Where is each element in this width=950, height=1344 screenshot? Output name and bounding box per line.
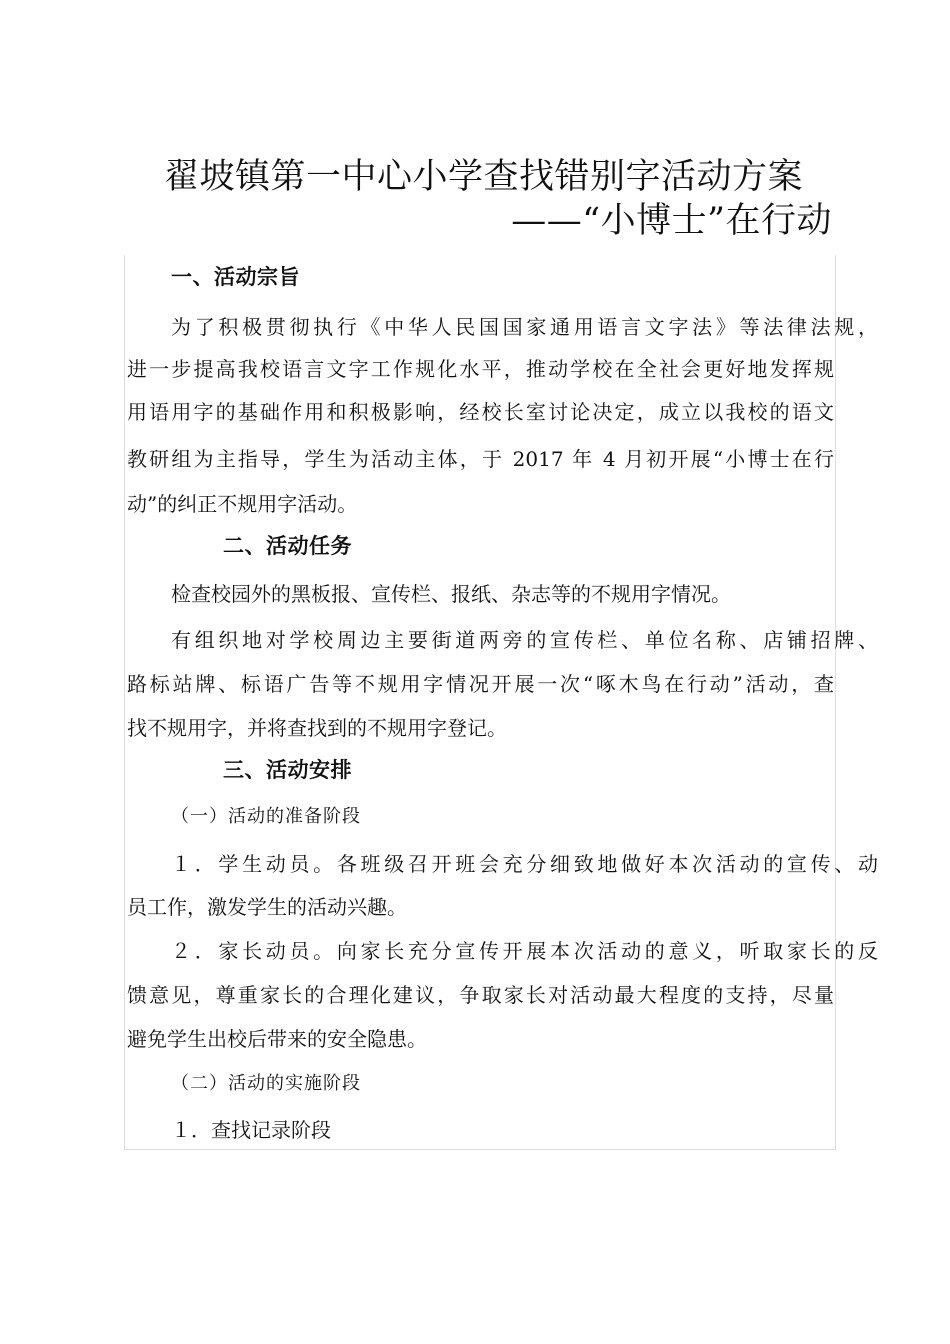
paragraph-line: １．学生动员。各班级召开班会充分细致地做好本次活动的宣传、动: [171, 852, 878, 876]
paragraph-line: 有组织地对学校周边主要街道两旁的宣传栏、单位名称、店铺招牌、: [171, 628, 878, 652]
paragraph-line: 教研组为主指导，学生为活动主体，于 2017 年 4 月初开展“小博士在行: [127, 447, 834, 471]
section-heading-arrangement: 三、活动安排: [223, 758, 352, 782]
section-heading-purpose: 一、活动宗旨: [171, 265, 300, 289]
paragraph-line: 进一步提高我校语言文字工作规化水平，推动学校在全社会更好地发挥规: [127, 357, 834, 381]
paragraph-line: 检查校园外的黑板报、宣传栏、报纸、杂志等的不规用字情况。: [171, 582, 731, 606]
paragraph-line: 找不规用字，并将查找到的不规用字登记。: [127, 716, 507, 740]
section-heading-tasks: 二、活动任务: [223, 534, 352, 558]
content-frame: [124, 255, 836, 1150]
paragraph-line: 用语用字的基础作用和积极影响，经校长室讨论决定，成立以我校的语文: [127, 400, 834, 424]
paragraph-line: 馈意见，尊重家长的合理化建议，争取家长对活动最大程度的支持，尽量: [127, 983, 834, 1007]
paragraph-line: 路标站牌、标语广告等不规用字情况开展一次“啄木鸟在行动”活动，查: [127, 672, 834, 696]
sub-heading-implementation: （二）活动的实施阶段: [171, 1073, 361, 1094]
sub-heading-preparation: （一）活动的准备阶段: [171, 806, 361, 827]
paragraph-line: 避免学生出校后带来的安全隐患。: [127, 1027, 427, 1051]
paragraph-line: 为了积极贯彻执行《中华人民国国家通用语言文字法》等法律法规，: [171, 315, 878, 339]
paragraph-line: 动”的纠正不规用字活动。: [127, 492, 358, 516]
list-item: １．查找记录阶段: [171, 1118, 331, 1142]
document-title: 翟坡镇第一中心小学查找错别字活动方案: [164, 157, 804, 197]
document-subtitle: ——“小博士”在行动: [511, 201, 832, 241]
paragraph-line: ２．家长动员。向家长充分宣传开展本次活动的意义，听取家长的反: [171, 939, 878, 963]
paragraph-line: 员工作，激发学生的活动兴趣。: [127, 895, 407, 919]
